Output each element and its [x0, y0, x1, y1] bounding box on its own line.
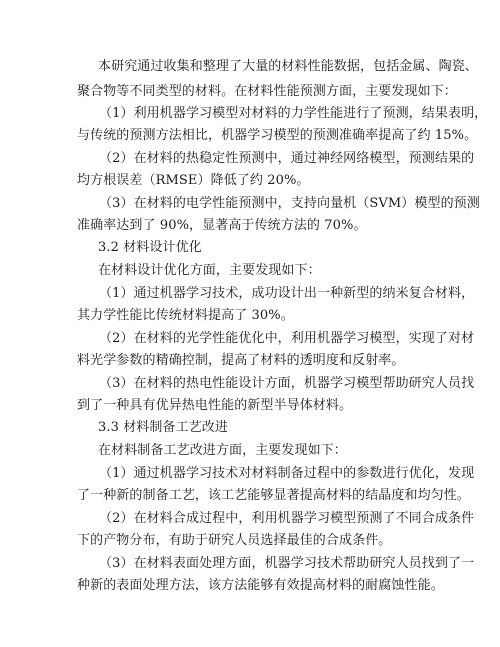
prediction-item-1-line-2: 与传统的预测方法相比，机器学习模型的预测准确率提高了约 15%。 [77, 128, 478, 143]
intro-paragraph-line-2: 聚合物等不同类型的材料。在材料性能预测方面，主要发现如下： [77, 84, 457, 99]
prediction-item-1-line-1: （1）利用机器学习模型对材料的力学性能进行了预测，结果表明， [99, 106, 488, 121]
section-heading-3-3: 3.3 材料制备工艺改进 [98, 420, 229, 435]
prediction-item-2-line-2: 均方根误差（RMSE）降低了约 20%。 [77, 173, 310, 188]
design-item-3-line-1: （3）在材料的热电性能设计方面，机器学习模型帮助研究人员找 [99, 376, 475, 391]
prediction-item-2-line-1: （2）在材料的热稳定性预测中，通过神经网络模型，预测结果的 [99, 151, 475, 166]
process-item-2-line-1: （2）在材料合成过程中，利用机器学习模型预测了不同合成条件 [99, 511, 475, 526]
process-item-3-line-2: 种新的表面处理方法，该方法能够有效提高材料的耐腐蚀性能。 [77, 578, 444, 593]
design-item-2-line-1: （2）在材料的光学性能优化中，利用机器学习模型，实现了对材 [99, 331, 475, 346]
design-item-1-line-1: （1）通过机器学习技术，成功设计出一种新型的纳米复合材料， [99, 286, 475, 301]
design-item-3-line-2: 到了一种具有优异热电性能的新型半导体材料。 [77, 398, 353, 413]
design-item-2-line-2: 料光学参数的精确控制，提高了材料的透明度和反射率。 [77, 353, 405, 368]
process-item-1-line-2: 了一种新的制备工艺，该工艺能够显著提高材料的结晶度和均匀性。 [77, 488, 471, 503]
section-3-3-intro: 在材料制备工艺改进方面，主要发现如下： [98, 443, 347, 458]
process-item-1-line-1: （1）通过机器学习技术对材料制备过程中的参数进行优化，发现 [99, 466, 475, 481]
prediction-item-3-line-1: （3）在材料的电学性能预测中，支持向量机（SVM）模型的预测 [99, 196, 480, 211]
design-item-1-line-2: 其力学性能比传统材料提高了 30%。 [77, 308, 294, 323]
section-3-2-intro: 在材料设计优化方面，主要发现如下： [98, 263, 321, 278]
section-heading-3-2: 3.2 材料设计优化 [98, 240, 202, 255]
process-item-3-line-1: （3）在材料表面处理方面，机器学习技术帮助研究人员找到了一 [99, 556, 475, 571]
process-item-2-line-2: 下的产物分布，有助于研究人员选择最佳的合成条件。 [77, 533, 392, 548]
prediction-item-3-line-2: 准确率达到了 90%，显著高于传统方法的 70%。 [77, 218, 367, 233]
intro-paragraph-line-1: 本研究通过收集和整理了大量的材料性能数据，包括金属、陶瓷、 [98, 59, 478, 74]
